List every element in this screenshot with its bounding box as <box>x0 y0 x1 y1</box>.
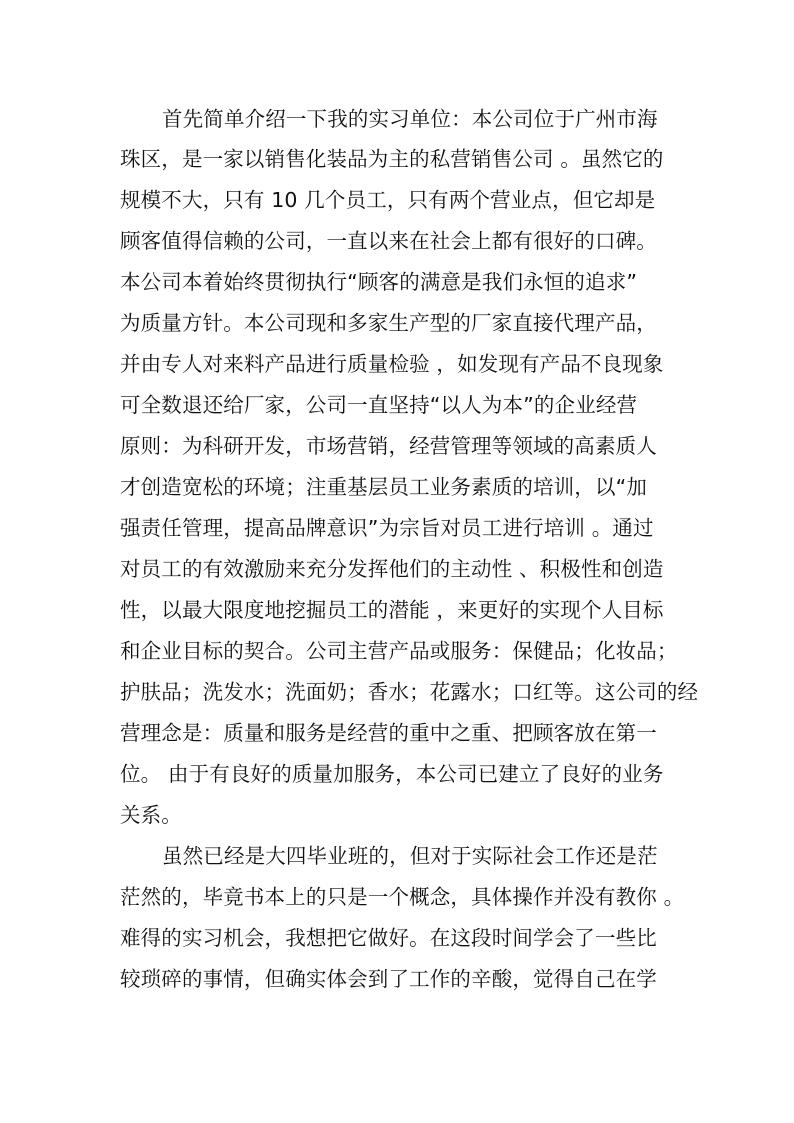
paragraph-1-line-13: 性，以最大限度地挖掘员工的潜能 ，来更好的实现个人目标 <box>120 598 664 622</box>
paragraph-1-line-3: 规模不大，只有 10 几个员工，只有两个营业点，但它却是 <box>120 188 656 212</box>
paragraph-1-line-15: 护肤品；洗发水；洗面奶；香水；花露水；口红等。这公司的经 <box>120 680 699 704</box>
paragraph-1-line-9: 原则：为科研开发，市场营销，经营管理等领域的高素质人 <box>120 434 657 458</box>
paragraph-1-line-2: 珠区，是一家以销售化装品为主的私营销售公司 。虽然它的 <box>120 147 664 171</box>
paragraph-1-line-8: 可全数退还给厂家，公司一直坚持“以人为本”的企业经营 <box>120 393 638 417</box>
paragraph-2-line-1: 虽然已经是大四毕业班的，但对于实际社会工作还是茫 <box>162 844 658 868</box>
paragraph-1-line-17: 位。 由于有良好的质量加服务，本公司已建立了良好的业务 <box>120 762 664 786</box>
paragraph-1-line-11: 强责任管理，提高品牌意识”为宗旨对员工进行培训 。通过 <box>120 516 654 540</box>
paragraph-1-line-7: 并由专人对来料产品进行质量检验 ，如发现有产品不良现象 <box>120 352 664 376</box>
paragraph-2-line-4: 较琐碎的事情，但确实体会到了工作的辛酸，觉得自己在学 <box>120 967 657 991</box>
paragraph-1-line-1: 首先简单介绍一下我的实习单位：本公司位于广州市海 <box>162 107 658 131</box>
paragraph-1-line-18: 关系。 <box>120 803 182 827</box>
paragraph-1-line-5: 本公司本着始终贯彻执行“顾客的满意是我们永恒的追求” <box>120 270 638 294</box>
paragraph-1-line-4: 顾客值得信赖的公司，一直以来在社会上都有很好的口碑。 <box>120 229 657 253</box>
paragraph-1-line-10: 才创造宽松的环境；注重基层员工业务素质的培训，以“加 <box>120 475 648 499</box>
paragraph-1-line-12: 对员工的有效激励来充分发挥他们的主动性 、积极性和创造 <box>120 557 664 581</box>
paragraph-2-line-2: 茫然的，毕竟书本上的只是一个概念，具体操作并没有教你 。 <box>120 885 685 909</box>
paragraph-2-line-3: 难得的实习机会，我想把它做好。在这段时间学会了一些比 <box>120 926 657 950</box>
paragraph-1-line-14: 和企业目标的契合。公司主营产品或服务：保健品；化妆品； <box>120 639 678 663</box>
paragraph-1-line-16: 营理念是：质量和服务是经营的重中之重、把顾客放在第一 <box>120 721 657 745</box>
paragraph-1-line-6: 为质量方针。本公司现和多家生产型的厂家直接代理产品， <box>120 311 657 335</box>
